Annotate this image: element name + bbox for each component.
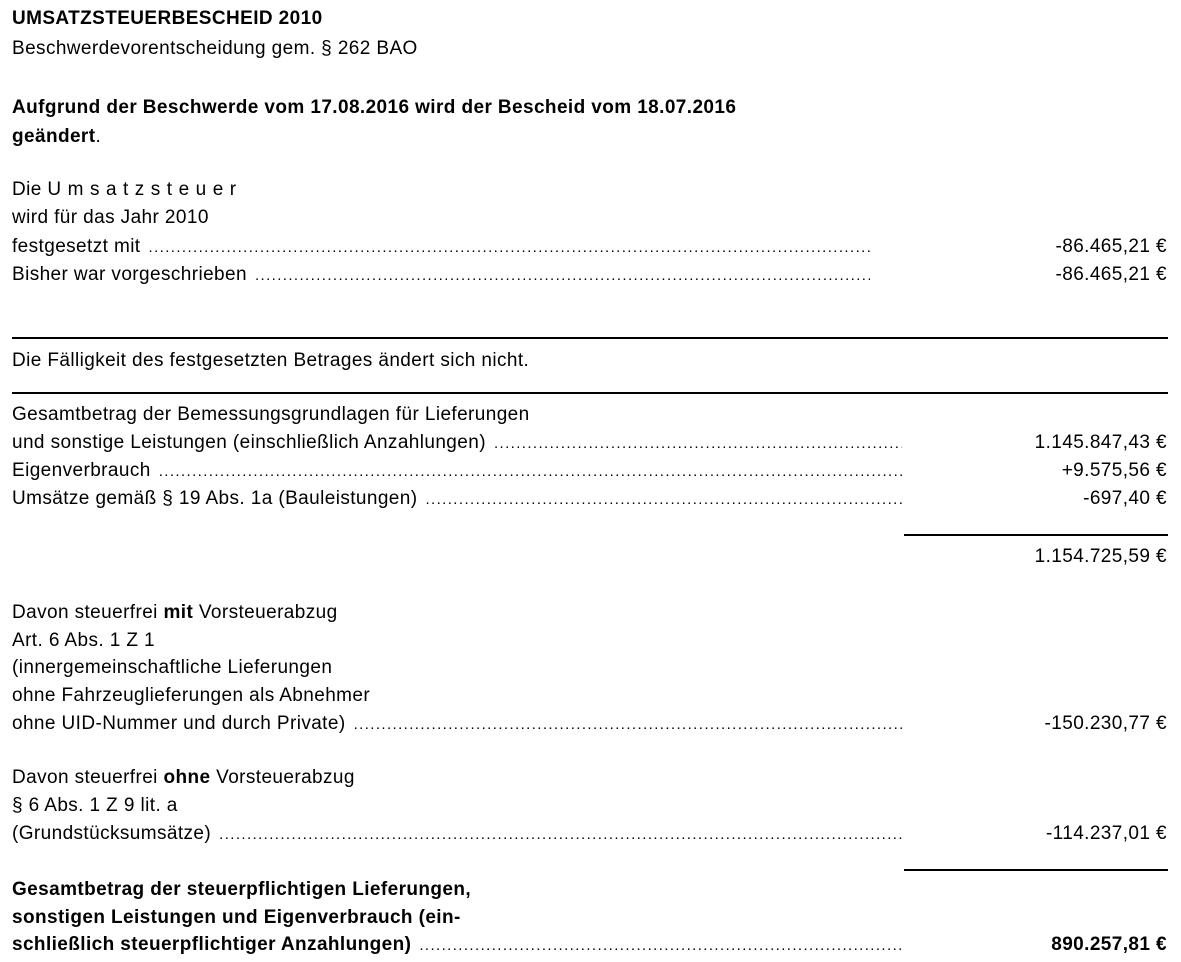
total-rule (904, 869, 1168, 871)
assessment-fixed-label: festgesetzt mit (12, 236, 141, 257)
exempt-without-label: (Grundstücksumsätze) (12, 823, 212, 844)
base-construction-label: Umsätze gemäß § 19 Abs. 1a (Bauleistungen) (12, 488, 418, 509)
subtotal-rule (904, 534, 1168, 536)
assessment-intro-2: wird für das Jahr 2010 (12, 207, 209, 228)
dot-leader (425, 488, 902, 512)
assessment-previous-amount: -86.465,21 € (1055, 264, 1167, 285)
intro-tax-word: Umsatzsteuer (47, 179, 243, 200)
divider-line (12, 337, 1168, 339)
exempt-with-row (12, 712, 902, 736)
base-subtotal-amount: 1.154.725,59 € (1034, 546, 1167, 567)
assessment-row-fixed (12, 235, 870, 259)
dot-leader (255, 264, 870, 288)
base-row-construction (12, 487, 902, 511)
assessment-fixed-amount: -86.465,21 € (1055, 236, 1167, 257)
exempt-with-line-2: Art. 6 Abs. 1 Z 1 (12, 630, 156, 651)
dot-leader (354, 713, 902, 737)
dot-leader (159, 460, 902, 484)
intro-prefix: Die (12, 179, 48, 200)
divider-line (12, 392, 1168, 394)
exempt-with-line-3: (innergemeinschaftliche Lieferungen (12, 657, 333, 678)
base-construction-amount: -697,40 € (1083, 488, 1167, 509)
exempt-with-heading (12, 601, 338, 625)
notice-period: . (95, 126, 102, 147)
document-title: UMSATZSTEUERBESCHEID 2010 (12, 8, 323, 29)
exempt-with-pre: Davon steuerfrei (12, 602, 164, 623)
dot-leader (149, 236, 871, 260)
document-subtitle: Beschwerdevorentscheidung gem. § 262 BAO (12, 38, 418, 59)
dot-leader (419, 934, 902, 958)
total-label: schließlich steuerpflichtiger Anzahlungen) (12, 934, 412, 955)
exempt-with-bold: mit (163, 602, 194, 623)
exempt-without-amount: -114.237,01 € (1045, 823, 1167, 844)
exempt-with-line-4: ohne Fahrzeuglieferungen als Abnehmer (12, 685, 371, 706)
notice-line-1: Aufgrund der Beschwerde vom 17.08.2016 wird der Bescheid vom 18.07.2016 (12, 97, 737, 118)
notice-changed-word: geändert (12, 126, 96, 147)
total-line-2: sonstigen Leistungen und Eigenverbrauch (ein- (12, 907, 461, 928)
base-own-consumption-amount: +9.575,56 € (1061, 460, 1167, 481)
notice-line-2 (12, 125, 101, 149)
dot-leader (494, 432, 902, 456)
assessment-row-previous (12, 263, 870, 287)
exempt-with-post: Vorsteuerabzug (193, 602, 338, 623)
total-row (12, 933, 902, 957)
base-deliveries-amount: 1.145.847,43 € (1034, 432, 1167, 453)
base-row-deliveries (12, 431, 902, 455)
base-own-consumption-label: Eigenverbrauch (12, 460, 151, 481)
assessment-intro-1 (12, 178, 243, 202)
dot-leader (219, 823, 902, 847)
total-amount: 890.257,81 € (1051, 934, 1167, 955)
base-deliveries-label: und sonstige Leistungen (einschließlich Anzahlungen) (12, 432, 486, 453)
assessment-previous-label: Bisher war vorgeschrieben (12, 264, 247, 285)
exempt-without-row (12, 822, 902, 846)
base-intro: Gesamtbetrag der Bemessungsgrundlagen für Lieferungen (12, 404, 530, 425)
exempt-without-bold: ohne (163, 767, 211, 788)
exempt-without-heading (12, 766, 355, 790)
due-notice: Die Fälligkeit des festgesetzten Betrages ändert sich nicht. (12, 350, 530, 371)
exempt-with-amount: -150.230,77 € (1044, 713, 1167, 734)
base-row-own-consumption (12, 459, 902, 483)
exempt-with-label: ohne UID-Nummer und durch Private) (12, 713, 346, 734)
exempt-without-post: Vorsteuerabzug (210, 767, 355, 788)
exempt-without-line-2: § 6 Abs. 1 Z 9 lit. a (12, 795, 178, 816)
total-line-1: Gesamtbetrag der steuerpflichtigen Lieferungen, (12, 879, 472, 900)
exempt-without-pre: Davon steuerfrei (12, 767, 164, 788)
assessment-intro-text (12, 179, 243, 200)
